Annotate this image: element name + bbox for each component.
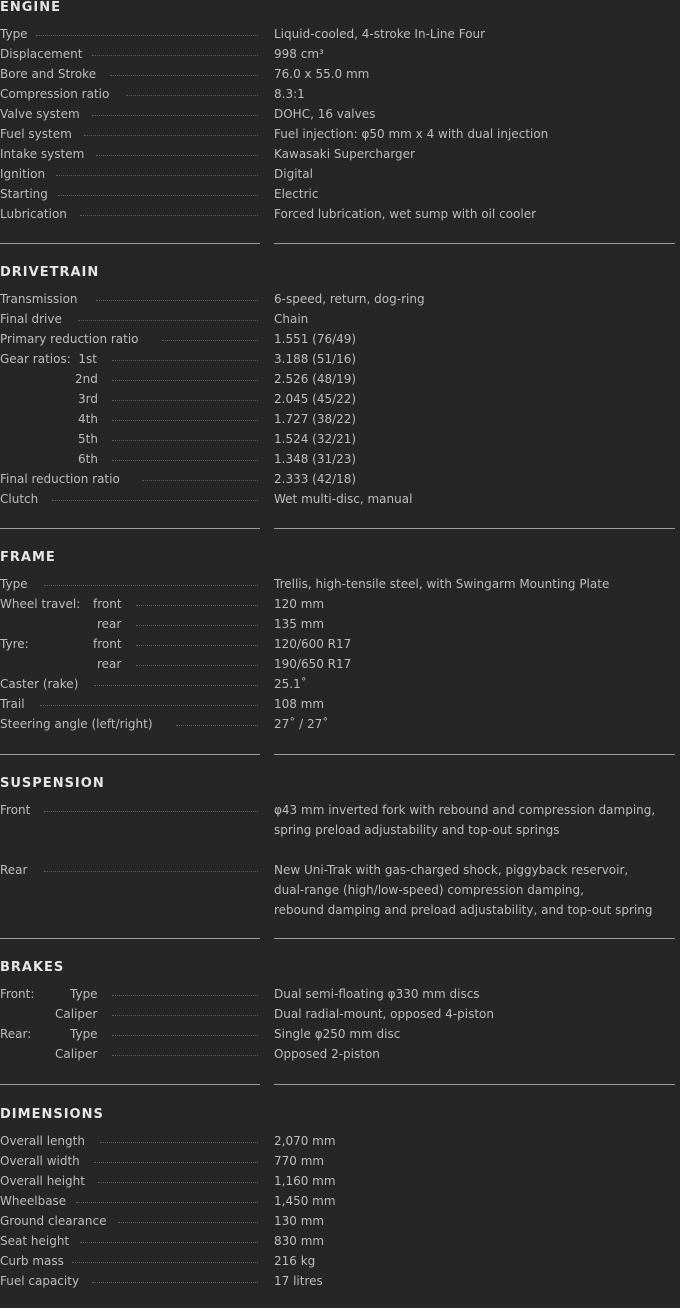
spec-value: 1.348 (31/23) bbox=[274, 452, 357, 466]
spec-value: 6-speed, return, dog-ring bbox=[274, 292, 425, 306]
spec-row bbox=[0, 636, 680, 656]
spec-row bbox=[0, 331, 680, 351]
spec-value: 120/600 R17 bbox=[274, 637, 352, 651]
dot-leader bbox=[80, 1242, 258, 1243]
spec-value-line: New Uni-Trak with gas-charged shock, piggyback reservoir, bbox=[274, 863, 629, 877]
spec-label: Steering angle (left/right) bbox=[0, 717, 153, 731]
spec-rows bbox=[0, 1133, 680, 1293]
spec-label: Displacement bbox=[0, 47, 83, 61]
spec-label: Lubrication bbox=[0, 207, 67, 221]
dot-leader bbox=[98, 1182, 258, 1183]
dot-leader bbox=[94, 685, 258, 686]
spec-label: Transmission bbox=[0, 292, 78, 306]
spec-value: 1,160 mm bbox=[274, 1174, 336, 1188]
spec-value: 190/650 R17 bbox=[274, 657, 352, 671]
spec-row bbox=[0, 146, 680, 166]
spec-label: Ground clearance bbox=[0, 1214, 107, 1228]
section-divider bbox=[274, 1084, 675, 1085]
dot-leader bbox=[112, 1055, 258, 1056]
dot-leader bbox=[112, 360, 258, 361]
spec-label: Final drive bbox=[0, 312, 62, 326]
spec-row bbox=[0, 1153, 680, 1173]
spec-rows bbox=[0, 291, 680, 511]
spec-value: 2.045 (45/22) bbox=[274, 392, 357, 406]
dot-leader bbox=[52, 500, 258, 501]
spec-label: 5th bbox=[78, 432, 98, 446]
spec-label: Clutch bbox=[0, 492, 39, 506]
spec-label: Curb mass bbox=[0, 1254, 64, 1268]
dot-leader bbox=[72, 1262, 258, 1263]
dot-leader bbox=[44, 871, 258, 872]
spec-value: 2,070 mm bbox=[274, 1134, 336, 1148]
spec-row bbox=[0, 656, 680, 676]
spec-label: Intake system bbox=[0, 147, 85, 161]
dot-leader bbox=[94, 1162, 258, 1163]
spec-value: 830 mm bbox=[274, 1234, 325, 1248]
spec-value: 17 litres bbox=[274, 1274, 323, 1288]
spec-value: Kawasaki Supercharger bbox=[274, 147, 415, 161]
section-divider bbox=[274, 938, 675, 939]
section-divider bbox=[0, 754, 260, 755]
dot-leader bbox=[84, 135, 258, 136]
spec-row bbox=[0, 451, 680, 471]
dot-leader bbox=[56, 175, 258, 176]
spec-value: 135 mm bbox=[274, 617, 325, 631]
spec-value: 770 mm bbox=[274, 1154, 325, 1168]
dot-leader bbox=[92, 115, 258, 116]
spec-rows bbox=[0, 802, 680, 922]
spec-value: 76.0 x 55.0 mm bbox=[274, 67, 370, 81]
spec-row bbox=[0, 311, 680, 331]
dot-leader bbox=[92, 1282, 258, 1283]
spec-row bbox=[0, 166, 680, 186]
spec-label: Valve system bbox=[0, 107, 80, 121]
spec-label: Wheelbase bbox=[0, 1194, 67, 1208]
dot-leader bbox=[112, 1015, 258, 1016]
spec-value: 27˚ / 27˚ bbox=[274, 717, 329, 731]
spec-value: Fuel injection: φ50 mm x 4 with dual injection bbox=[274, 127, 549, 141]
section-divider bbox=[0, 1084, 260, 1085]
spec-label: Bore and Stroke bbox=[0, 67, 97, 81]
spec-sublabel: Type bbox=[70, 987, 98, 1001]
spec-label: Primary reduction ratio bbox=[0, 332, 139, 346]
spec-row bbox=[0, 1026, 680, 1046]
spec-label: Front bbox=[0, 803, 31, 817]
dot-leader bbox=[112, 460, 258, 461]
dot-leader bbox=[36, 35, 258, 36]
spec-label: Final reduction ratio bbox=[0, 472, 120, 486]
spec-value: Liquid-cooled, 4-stroke In-Line Four bbox=[274, 27, 486, 41]
section-divider bbox=[0, 528, 260, 529]
spec-row bbox=[0, 431, 680, 451]
spec-row bbox=[0, 1046, 680, 1066]
spec-value: 1,450 mm bbox=[274, 1194, 336, 1208]
dot-leader bbox=[112, 380, 258, 381]
spec-label: Caster (rake) bbox=[0, 677, 79, 691]
spec-label: Wheel travel: bbox=[0, 597, 81, 611]
spec-value: Wet multi-disc, manual bbox=[274, 492, 413, 506]
spec-rows bbox=[0, 576, 680, 736]
spec-row bbox=[0, 1193, 680, 1213]
section-title: DRIVETRAIN bbox=[0, 265, 100, 280]
section-divider bbox=[0, 938, 260, 939]
dot-leader bbox=[136, 605, 258, 606]
dot-leader bbox=[176, 725, 258, 726]
spec-row bbox=[0, 986, 680, 1006]
spec-value: 2.526 (48/19) bbox=[274, 372, 357, 386]
spec-value: 2.333 (42/18) bbox=[274, 472, 357, 486]
spec-label: Trail bbox=[0, 697, 25, 711]
spec-value: 108 mm bbox=[274, 697, 325, 711]
dot-leader bbox=[162, 340, 258, 341]
dot-leader bbox=[78, 320, 258, 321]
spec-row bbox=[0, 351, 680, 371]
spec-rows bbox=[0, 26, 680, 226]
spec-value: Trellis, high-tensile steel, with Swingarm Mounting Plate bbox=[274, 577, 610, 591]
dot-leader bbox=[96, 155, 258, 156]
spec-value: 1.524 (32/21) bbox=[274, 432, 357, 446]
spec-label: Starting bbox=[0, 187, 48, 201]
dot-leader bbox=[112, 440, 258, 441]
spec-value bbox=[274, 862, 680, 918]
spec-label: Overall width bbox=[0, 1154, 80, 1168]
spec-rows bbox=[0, 986, 680, 1066]
spec-row bbox=[0, 106, 680, 126]
section-divider bbox=[274, 754, 675, 755]
spec-value: Dual radial-mount, opposed 4-piston bbox=[274, 1007, 494, 1021]
section-divider bbox=[0, 243, 260, 244]
spec-row bbox=[0, 46, 680, 66]
dot-leader bbox=[96, 300, 258, 301]
spec-label: Gear ratios: 1st bbox=[0, 352, 97, 366]
spec-row bbox=[0, 371, 680, 391]
spec-label: Ignition bbox=[0, 167, 46, 181]
dot-leader bbox=[136, 665, 258, 666]
spec-row bbox=[0, 206, 680, 226]
spec-row bbox=[0, 802, 680, 862]
spec-label: Compression ratio bbox=[0, 87, 110, 101]
spec-row bbox=[0, 411, 680, 431]
spec-row bbox=[0, 1173, 680, 1193]
spec-row bbox=[0, 391, 680, 411]
dot-leader bbox=[58, 195, 258, 196]
spec-sublabel: rear bbox=[97, 617, 122, 631]
spec-row bbox=[0, 1253, 680, 1273]
spec-row bbox=[0, 1273, 680, 1293]
spec-sublabel: Type bbox=[70, 1027, 98, 1041]
dot-leader bbox=[44, 585, 258, 586]
spec-value: Digital bbox=[274, 167, 313, 181]
spec-value: Dual semi-floating φ330 mm discs bbox=[274, 987, 480, 1001]
spec-label: Front: bbox=[0, 987, 35, 1001]
spec-value: 130 mm bbox=[274, 1214, 325, 1228]
dot-leader bbox=[142, 480, 258, 481]
spec-sublabel: rear bbox=[97, 657, 122, 671]
spec-label: Overall length bbox=[0, 1134, 85, 1148]
dot-leader bbox=[112, 1035, 258, 1036]
section-divider bbox=[274, 243, 675, 244]
spec-value: 1.727 (38/22) bbox=[274, 412, 357, 426]
spec-row bbox=[0, 291, 680, 311]
spec-value: Forced lubrication, wet sump with oil cooler bbox=[274, 207, 537, 221]
spec-label: 3rd bbox=[78, 392, 98, 406]
spec-label: 2nd bbox=[75, 372, 98, 386]
dot-leader bbox=[118, 1222, 258, 1223]
spec-label: 6th bbox=[78, 452, 98, 466]
section-divider bbox=[274, 528, 675, 529]
spec-label: Seat height bbox=[0, 1234, 70, 1248]
dot-leader bbox=[136, 625, 258, 626]
spec-row bbox=[0, 66, 680, 86]
dot-leader bbox=[112, 400, 258, 401]
dot-leader bbox=[110, 75, 258, 76]
spec-label: Fuel capacity bbox=[0, 1274, 80, 1288]
spec-row bbox=[0, 126, 680, 146]
spec-label: Rear bbox=[0, 863, 28, 877]
spec-value-line: spring preload adjustability and top-out springs bbox=[274, 823, 560, 837]
spec-value: Chain bbox=[274, 312, 309, 326]
section-title: FRAME bbox=[0, 550, 56, 565]
spec-label: 4th bbox=[78, 412, 98, 426]
spec-value-line: φ43 mm inverted fork with rebound and compression damping, bbox=[274, 803, 656, 817]
dot-leader bbox=[92, 55, 258, 56]
section-title: SUSPENSION bbox=[0, 776, 105, 791]
spec-value: Single φ250 mm disc bbox=[274, 1027, 401, 1041]
spec-row bbox=[0, 26, 680, 46]
dot-leader bbox=[126, 95, 258, 96]
spec-value: 998 cm³ bbox=[274, 47, 324, 61]
spec-sublabel: Caliper bbox=[55, 1007, 98, 1021]
spec-row bbox=[0, 491, 680, 511]
dot-leader bbox=[112, 995, 258, 996]
spec-label: Rear: bbox=[0, 1027, 32, 1041]
spec-value: DOHC, 16 valves bbox=[274, 107, 376, 121]
spec-value: 120 mm bbox=[274, 597, 325, 611]
spec-value: Opposed 2-piston bbox=[274, 1047, 380, 1061]
dot-leader bbox=[80, 215, 258, 216]
spec-row bbox=[0, 186, 680, 206]
dot-leader bbox=[100, 1142, 258, 1143]
spec-row bbox=[0, 616, 680, 636]
dot-leader bbox=[76, 1202, 258, 1203]
spec-label: Type bbox=[0, 577, 28, 591]
spec-row bbox=[0, 716, 680, 736]
spec-row bbox=[0, 86, 680, 106]
spec-row bbox=[0, 576, 680, 596]
spec-row bbox=[0, 596, 680, 616]
spec-value: 216 kg bbox=[274, 1254, 316, 1268]
spec-label: Fuel system bbox=[0, 127, 72, 141]
dot-leader bbox=[136, 645, 258, 646]
spec-sublabel: front bbox=[93, 637, 122, 651]
spec-label: Type bbox=[0, 27, 28, 41]
spec-value: 25.1˚ bbox=[274, 677, 307, 691]
spec-value: 1.551 (76/49) bbox=[274, 332, 357, 346]
spec-row bbox=[0, 471, 680, 491]
spec-sublabel: Caliper bbox=[55, 1047, 98, 1061]
spec-row bbox=[0, 1213, 680, 1233]
spec-row bbox=[0, 862, 680, 922]
spec-label: Overall height bbox=[0, 1174, 85, 1188]
section-title: DIMENSIONS bbox=[0, 1107, 104, 1122]
spec-row bbox=[0, 696, 680, 716]
spec-sublabel: front bbox=[93, 597, 122, 611]
spec-value bbox=[274, 802, 680, 838]
spec-value: Electric bbox=[274, 187, 319, 201]
dot-leader bbox=[112, 420, 258, 421]
spec-value: 3.188 (51/16) bbox=[274, 352, 357, 366]
spec-value-line: rebound damping and preload adjustability, and top-out spring bbox=[274, 903, 653, 917]
dot-leader bbox=[44, 811, 258, 812]
spec-value-line: dual-range (high/low-speed) compression damping, bbox=[274, 883, 584, 897]
section-title: ENGINE bbox=[0, 0, 62, 15]
spec-row bbox=[0, 1233, 680, 1253]
spec-value: 8.3:1 bbox=[274, 87, 305, 101]
spec-row bbox=[0, 1006, 680, 1026]
section-title: BRAKES bbox=[0, 960, 65, 975]
dot-leader bbox=[40, 705, 258, 706]
spec-label: Tyre: bbox=[0, 637, 29, 651]
spec-row bbox=[0, 676, 680, 696]
spec-row bbox=[0, 1133, 680, 1153]
